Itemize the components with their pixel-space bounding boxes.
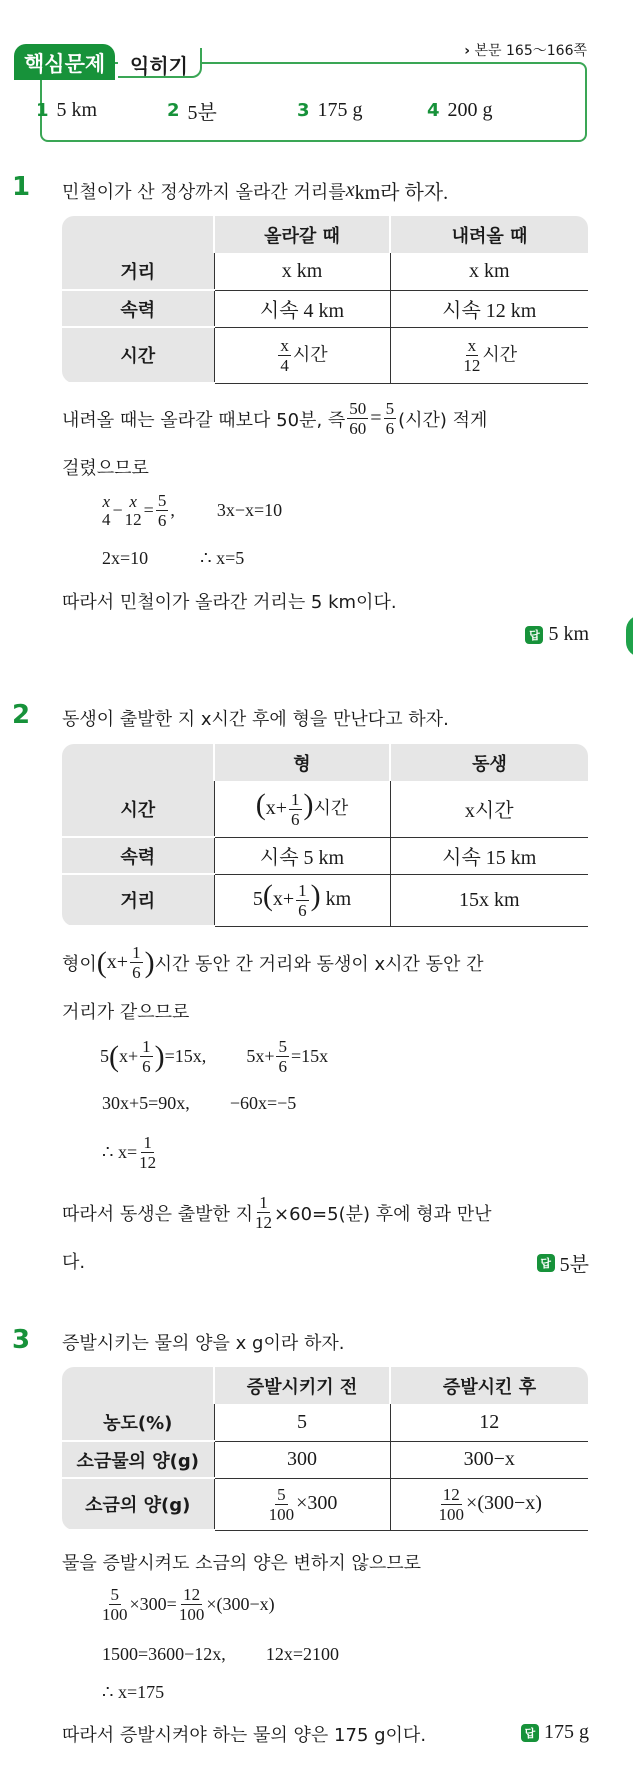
equation: 1500=3600−12x, xyxy=(102,1644,226,1664)
numerator: 1 xyxy=(298,880,307,900)
final-answer xyxy=(537,1248,589,1277)
fraction xyxy=(255,1194,272,1231)
row-label: 시간 xyxy=(62,327,214,383)
numerator: 1 xyxy=(259,1193,268,1212)
table-row xyxy=(62,290,588,327)
numerator: 12 xyxy=(442,1484,460,1504)
equation: 30x+5=90x, xyxy=(102,1093,190,1113)
text: 민철이가 산 정상까지 올라간 거리를 xyxy=(62,181,346,203)
cell: x km xyxy=(214,253,390,290)
table-header: 형 xyxy=(214,744,390,781)
fraction xyxy=(179,1586,205,1623)
numerator: 50 xyxy=(349,399,367,418)
text: 형이 xyxy=(62,953,97,975)
table-header: 동생 xyxy=(390,744,588,781)
unit: km xyxy=(325,888,352,911)
cell xyxy=(390,327,588,383)
table-row xyxy=(62,1404,588,1441)
expr: ∴ x= xyxy=(102,1142,138,1162)
coefficient: 5 xyxy=(252,888,263,911)
answer-icon: 답 xyxy=(537,1254,555,1272)
cell: 시속 4 km xyxy=(214,290,390,327)
final-answer xyxy=(521,1721,589,1744)
table-row xyxy=(62,837,588,874)
fraction xyxy=(384,400,397,437)
denominator: 6 xyxy=(291,809,300,829)
table-row xyxy=(62,874,588,926)
table-row xyxy=(62,781,588,837)
fraction xyxy=(276,1038,289,1075)
table-header: 올라갈 때 xyxy=(214,216,390,253)
denominator: 12 xyxy=(124,510,142,529)
equation: 3x−x=10 xyxy=(216,500,283,520)
expr: ×(300−x) xyxy=(466,1491,542,1514)
equation-line xyxy=(102,1093,296,1114)
fraction xyxy=(156,492,169,529)
conclusion: 따라서 증발시켜야 하는 물의 양은 175 g이다. xyxy=(62,1725,427,1746)
row-label: 시간 xyxy=(62,781,214,837)
fraction xyxy=(278,337,291,374)
answer-number: 4 xyxy=(427,100,440,121)
cell xyxy=(214,1478,390,1530)
text: 내려올 때는 올라갈 때보다 50분, 즉 xyxy=(62,409,346,431)
cell: (x+ $\frac{1}{6}$ )시간 xyxy=(214,781,390,837)
denominator: 6 xyxy=(385,419,395,438)
summary-answer-3 xyxy=(297,96,427,125)
solution-line: 다. xyxy=(62,1252,86,1273)
problem-intro: 동생이 출발한 지 x시간 후에 형을 만난다고 하자. xyxy=(62,709,449,730)
numerator: 5 xyxy=(277,1484,286,1504)
fraction xyxy=(463,337,480,374)
table-header xyxy=(62,1367,214,1404)
equation-line: ∴ x=175 xyxy=(102,1682,165,1702)
equation-line xyxy=(102,1134,158,1171)
text: 따라서 동생은 출발한 지 xyxy=(62,1203,254,1225)
fraction xyxy=(347,400,368,437)
solution-line: 형이 ( x+ $\frac{1}{6}$ ) 시간 동안 간 거리와 동생이 x시간 동안 간 xyxy=(62,943,484,982)
operator: , xyxy=(170,500,175,520)
answer-value: 175 g xyxy=(544,1721,589,1743)
fraction xyxy=(125,493,142,528)
solution-line: 물을 증발시켜도 소금의 양은 변하지 않으므로 xyxy=(62,1553,421,1574)
answer-summary xyxy=(36,96,493,125)
equation: 12x=2100 xyxy=(265,1644,339,1664)
numerator: 12 xyxy=(183,1585,201,1604)
cell: 5(x+ $\frac{1}{6}$ ) km xyxy=(214,874,390,926)
solution-line xyxy=(62,400,487,437)
table-row xyxy=(62,253,588,290)
row-label: 소금의 양(g) xyxy=(62,1478,214,1530)
table-row xyxy=(62,327,588,383)
cell: 시속 5 km xyxy=(214,837,390,874)
numerator: 1 xyxy=(143,1133,152,1152)
page-reference xyxy=(464,40,587,60)
chevron-right-icon: › xyxy=(464,43,471,59)
answer-value: 5 km xyxy=(56,99,98,121)
expr: x+ xyxy=(272,888,295,911)
section-subtitle: 익히기 xyxy=(118,48,202,78)
problem-1-table xyxy=(62,216,588,384)
text: (시간) 적게 xyxy=(398,409,488,431)
fraction xyxy=(102,1586,128,1623)
table-header: 증발시킨 후 xyxy=(390,1367,588,1404)
cell: 시속 12 km xyxy=(390,290,588,327)
expr: ×300= xyxy=(129,1594,177,1614)
operator: = xyxy=(143,500,154,520)
denominator: 6 xyxy=(157,511,167,530)
denominator: 12 xyxy=(463,355,481,375)
equation-line: 5 ( x+ $\frac{1}{6}$ ) =15x, 5x+ $\frac{5}{6}$ =15x xyxy=(100,1037,329,1076)
operator: = xyxy=(370,407,382,429)
denominator: 60 xyxy=(349,419,367,438)
answer-value: 175 g xyxy=(317,99,363,121)
row-label: 농도(%) xyxy=(62,1404,214,1441)
denominator: 4 xyxy=(102,510,111,529)
cell: 5 xyxy=(214,1404,390,1441)
page-reference-text: 본문 165～166쪽 xyxy=(474,43,587,59)
row-label: 속력 xyxy=(62,290,214,327)
equation-line xyxy=(102,548,244,569)
fraction xyxy=(102,493,111,528)
numerator: x xyxy=(280,335,289,355)
operator: − xyxy=(112,500,123,520)
solution-line: 거리가 같으므로 xyxy=(62,1002,190,1023)
denominator: 100 xyxy=(268,1504,295,1524)
variable: x xyxy=(345,179,355,201)
numerator: 5 xyxy=(278,1037,287,1056)
problem-intro xyxy=(62,176,448,205)
denominator: 6 xyxy=(278,1057,287,1076)
expr: ×(300−x) xyxy=(206,1594,275,1614)
answer-icon: 답 xyxy=(521,1724,539,1742)
expr: =15x, xyxy=(164,1046,207,1066)
numerator: 5 xyxy=(385,399,395,418)
text: km라 하자. xyxy=(354,182,449,204)
numerator: x xyxy=(129,492,137,511)
expr: x+ xyxy=(119,1046,139,1066)
cell xyxy=(214,327,390,383)
equation-line xyxy=(100,492,282,529)
cell: 15x km xyxy=(390,874,588,926)
unit: 시간 xyxy=(292,344,328,365)
section-badge: 핵심문제 xyxy=(14,44,115,80)
numerator: x xyxy=(467,335,477,355)
text: ×60=5(분) 후에 형과 만난 xyxy=(274,1203,492,1225)
expr: 5x+ xyxy=(246,1046,275,1066)
denominator: 4 xyxy=(280,355,289,375)
denominator: 100 xyxy=(178,1605,205,1624)
cell: 12 xyxy=(390,1404,588,1441)
denominator: 12 xyxy=(255,1213,273,1232)
solution-line: 걸렸으므로 xyxy=(62,458,149,479)
cell: x시간 xyxy=(390,781,588,837)
problem-3-table xyxy=(62,1367,588,1531)
expr: =15x xyxy=(290,1046,329,1066)
equation-line xyxy=(100,1586,275,1623)
cell: x km xyxy=(390,253,588,290)
problem-number: 3 xyxy=(12,1325,31,1355)
answer-value: 5분 xyxy=(559,1254,589,1276)
table-row xyxy=(62,1478,588,1530)
fraction xyxy=(139,1134,156,1171)
fraction xyxy=(439,1486,465,1523)
answer-number: 1 xyxy=(36,100,49,121)
answer-number: 2 xyxy=(167,100,180,121)
row-label: 거리 xyxy=(62,253,214,290)
table-row xyxy=(62,1441,588,1478)
unit: 시간 xyxy=(313,797,349,819)
table-header: 증발시키기 전 xyxy=(214,1367,390,1404)
denominator: 6 xyxy=(132,963,141,982)
equation: 2x=10 xyxy=(102,548,149,568)
fraction xyxy=(140,1038,153,1075)
fraction xyxy=(296,882,309,919)
expr: x+ xyxy=(106,951,129,973)
cell: 시속 15 km xyxy=(390,837,588,874)
text: 시간 동안 간 거리와 동생이 x시간 동안 간 xyxy=(154,953,484,975)
problem-number: 1 xyxy=(12,172,31,202)
fraction xyxy=(130,944,143,981)
numerator: 5 xyxy=(110,1585,119,1604)
summary-answer-1 xyxy=(36,96,167,125)
answer-value: 200 g xyxy=(447,99,493,121)
table-header xyxy=(62,744,214,781)
summary-answer-4 xyxy=(427,96,493,125)
solution-line xyxy=(62,1194,492,1231)
numerator: 5 xyxy=(157,491,167,510)
denominator: 12 xyxy=(139,1153,157,1172)
row-label: 속력 xyxy=(62,837,214,874)
table-header xyxy=(62,216,214,253)
answer-value: 5분 xyxy=(187,102,217,124)
final-answer xyxy=(525,623,589,646)
cell: 300 xyxy=(214,1441,390,1478)
problem-intro: 증발시키는 물의 양을 x g이라 하자. xyxy=(62,1333,345,1354)
summary-answer-2 xyxy=(167,96,297,125)
cell: 300−x xyxy=(390,1441,588,1478)
expr: x+ xyxy=(265,796,287,819)
unit: 시간 xyxy=(482,344,518,365)
equation: ∴ x=5 xyxy=(200,548,245,568)
answer-value: 5 km xyxy=(548,623,589,645)
answer-icon: 답 xyxy=(525,626,543,644)
denominator: 6 xyxy=(298,900,307,920)
numerator: 1 xyxy=(142,1037,151,1056)
row-label: 거리 xyxy=(62,874,214,926)
numerator: x xyxy=(102,492,111,511)
coefficient: 5 xyxy=(100,1046,109,1066)
answer-number: 3 xyxy=(297,100,310,121)
fraction xyxy=(269,1486,295,1523)
fraction xyxy=(289,791,302,828)
equation: −60x=−5 xyxy=(229,1093,297,1113)
denominator: 100 xyxy=(102,1605,128,1624)
numerator: 1 xyxy=(132,943,141,962)
numerator: 1 xyxy=(291,789,300,809)
problem-number: 2 xyxy=(12,700,31,730)
denominator: 100 xyxy=(438,1504,465,1524)
equation-line xyxy=(102,1644,339,1665)
cell xyxy=(390,1478,588,1530)
table-header: 내려올 때 xyxy=(390,216,588,253)
row-label: 소금물의 양(g) xyxy=(62,1441,214,1478)
expr: ×300 xyxy=(296,1491,338,1514)
denominator: 6 xyxy=(142,1057,151,1076)
conclusion: 따라서 민철이가 올라간 거리는 5 km이다. xyxy=(62,592,397,613)
side-tab xyxy=(626,615,633,657)
problem-2-table xyxy=(62,744,588,927)
